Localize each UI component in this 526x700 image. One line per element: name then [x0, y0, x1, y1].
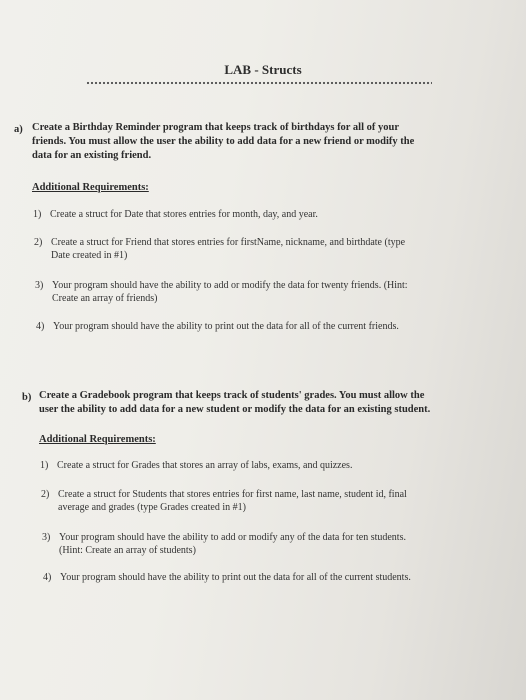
- dotted-divider: [86, 80, 432, 86]
- section-a-item-4-line-1: Your program should have the ability to print out the data for all of the current friends.: [53, 321, 399, 332]
- section-a-item-4-number: 4): [36, 321, 45, 332]
- section-b-requirements-heading: Additional Requirements:: [39, 434, 156, 445]
- section-b-letter: b): [22, 392, 32, 403]
- section-a-line-2: friends. You must allow the user the ability to add data for a new friend or modify the: [32, 136, 415, 147]
- section-b-line-2: user the ability to add data for a new student or modify the data for an existing student.: [39, 404, 431, 415]
- section-b-item-4-line-1: Your program should have the ability to print out the data for all of the current students.: [60, 572, 411, 583]
- section-a-item-3-number: 3): [35, 280, 44, 291]
- section-b-line-1: Create a Gradebook program that keeps track of students' grades. You must allow the: [39, 390, 425, 401]
- section-a-item-2-number: 2): [34, 237, 43, 248]
- section-a-line-1: Create a Birthday Reminder program that keeps track of birthdays for all of your: [32, 122, 399, 133]
- page-title: LAB - Structs: [224, 62, 302, 77]
- section-a-item-1-line-1: Create a struct for Date that stores entries for month, day, and year.: [50, 209, 318, 220]
- section-b-item-3-line-1: Your program should have the ability to add or modify any of the data for ten students.: [59, 532, 406, 543]
- section-a-line-3: data for an existing friend.: [32, 150, 152, 161]
- section-b-item-2-line-2: average and grades (type Grades created in #1): [58, 502, 246, 513]
- section-b-item-4-number: 4): [43, 572, 52, 583]
- section-a-letter: a): [14, 124, 23, 135]
- section-b-item-2-number: 2): [41, 489, 50, 500]
- section-a-item-3-line-2: Create an array of friends): [52, 293, 158, 304]
- section-a-item-3-line-1: Your program should have the ability to add or modify the data for twenty friends. (Hint:: [52, 280, 408, 291]
- section-b-item-2-line-1: Create a struct for Students that stores entries for first name, last name, student id, final: [58, 489, 407, 500]
- section-b-item-3-line-2: (Hint: Create an array of students): [59, 545, 196, 556]
- section-a-requirements-heading: Additional Requirements:: [32, 182, 149, 193]
- section-b-item-3-number: 3): [42, 532, 51, 543]
- section-a-item-1-number: 1): [33, 209, 42, 220]
- section-a-item-2-line-2: Date created in #1): [51, 250, 128, 261]
- section-b-item-1-number: 1): [40, 460, 49, 471]
- section-b-item-1-line-1: Create a struct for Grades that stores an array of labs, exams, and quizzes.: [57, 460, 353, 471]
- section-a-item-2-line-1: Create a struct for Friend that stores entries for firstName, nickname, and birthdate (type: [51, 237, 406, 248]
